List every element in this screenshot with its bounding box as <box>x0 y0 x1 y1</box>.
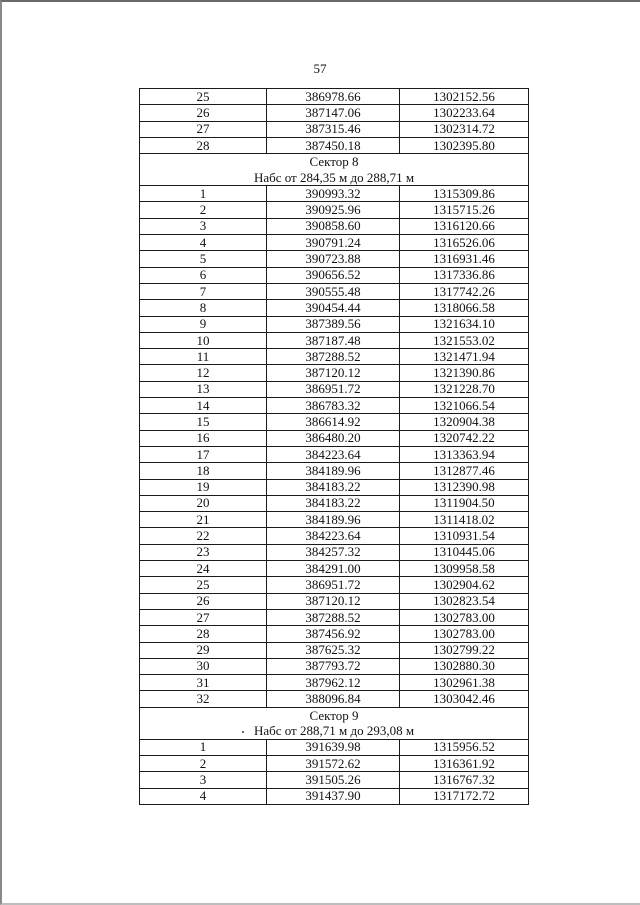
point-number-cell: 4 <box>140 788 267 804</box>
table-row <box>140 137 529 153</box>
y-coordinate-cell: 1316931.46 <box>400 251 529 267</box>
y-coordinate-cell: 1302314.72 <box>400 121 529 137</box>
sector-header-cell <box>140 707 529 739</box>
table-row <box>140 283 529 299</box>
table-row <box>140 251 529 267</box>
table-row <box>140 512 529 528</box>
point-number-cell: 20 <box>140 495 267 511</box>
y-coordinate-cell: 1302783.00 <box>400 609 529 625</box>
y-coordinate-cell: 1321066.54 <box>400 398 529 414</box>
x-coordinate-cell: 386951.72 <box>267 381 400 397</box>
table-row <box>140 788 529 804</box>
table-row <box>140 593 529 609</box>
y-coordinate-cell: 1321390.86 <box>400 365 529 381</box>
table-row <box>140 398 529 414</box>
x-coordinate-cell: 387456.92 <box>267 626 400 642</box>
table-row <box>140 691 529 707</box>
point-number-cell: 16 <box>140 430 267 446</box>
table-row <box>140 218 529 234</box>
x-coordinate-cell: 384223.64 <box>267 446 400 462</box>
point-number-cell: 27 <box>140 121 267 137</box>
x-coordinate-cell: 390723.88 <box>267 251 400 267</box>
y-coordinate-cell: 1317742.26 <box>400 283 529 299</box>
table-row <box>140 430 529 446</box>
x-coordinate-cell: 387315.46 <box>267 121 400 137</box>
y-coordinate-cell: 1302823.54 <box>400 593 529 609</box>
table-row <box>140 446 529 462</box>
y-coordinate-cell: 1312877.46 <box>400 463 529 479</box>
point-number-cell: 22 <box>140 528 267 544</box>
table-row <box>140 381 529 397</box>
table-row <box>140 577 529 593</box>
table-row <box>140 755 529 771</box>
table-row <box>140 332 529 348</box>
table-row <box>140 463 529 479</box>
x-coordinate-cell: 387962.12 <box>267 675 400 691</box>
table-row <box>140 626 529 642</box>
table-row <box>140 349 529 365</box>
point-number-cell: 15 <box>140 414 267 430</box>
y-coordinate-cell: 1302152.56 <box>400 89 529 105</box>
scan-speck <box>242 731 244 733</box>
y-coordinate-cell: 1311418.02 <box>400 512 529 528</box>
x-coordinate-cell: 390858.60 <box>267 218 400 234</box>
point-number-cell: 19 <box>140 479 267 495</box>
point-number-cell: 11 <box>140 349 267 365</box>
point-number-cell: 9 <box>140 316 267 332</box>
x-coordinate-cell: 386978.66 <box>267 89 400 105</box>
point-number-cell: 2 <box>140 755 267 771</box>
point-number-cell: 2 <box>140 202 267 218</box>
x-coordinate-cell: 391572.62 <box>267 755 400 771</box>
point-number-cell: 1 <box>140 186 267 202</box>
point-number-cell: 26 <box>140 105 267 121</box>
point-number-cell: 25 <box>140 577 267 593</box>
coordinates-table <box>139 88 529 805</box>
x-coordinate-cell: 390791.24 <box>267 235 400 251</box>
point-number-cell: 6 <box>140 267 267 283</box>
y-coordinate-cell: 1316767.32 <box>400 772 529 788</box>
y-coordinate-cell: 1302395.80 <box>400 137 529 153</box>
x-coordinate-cell: 390656.52 <box>267 267 400 283</box>
y-coordinate-cell: 1302233.64 <box>400 105 529 121</box>
table-row <box>140 544 529 560</box>
x-coordinate-cell: 387288.52 <box>267 609 400 625</box>
point-number-cell: 25 <box>140 89 267 105</box>
y-coordinate-cell: 1317336.86 <box>400 267 529 283</box>
point-number-cell: 1 <box>140 739 267 755</box>
point-number-cell: 23 <box>140 544 267 560</box>
y-coordinate-cell: 1321471.94 <box>400 349 529 365</box>
x-coordinate-cell: 387120.12 <box>267 593 400 609</box>
point-number-cell: 28 <box>140 626 267 642</box>
x-coordinate-cell: 387120.12 <box>267 365 400 381</box>
point-number-cell: 28 <box>140 137 267 153</box>
table-row <box>140 186 529 202</box>
y-coordinate-cell: 1310931.54 <box>400 528 529 544</box>
x-coordinate-cell: 390993.32 <box>267 186 400 202</box>
table-row <box>140 235 529 251</box>
table-row <box>140 365 529 381</box>
point-number-cell: 27 <box>140 609 267 625</box>
coordinates-table-body <box>140 89 529 805</box>
point-number-cell: 31 <box>140 675 267 691</box>
x-coordinate-cell: 384183.22 <box>267 479 400 495</box>
x-coordinate-cell: 386480.20 <box>267 430 400 446</box>
x-coordinate-cell: 387625.32 <box>267 642 400 658</box>
table-row <box>140 772 529 788</box>
point-number-cell: 17 <box>140 446 267 462</box>
sector-header-row <box>140 707 529 739</box>
y-coordinate-cell: 1302783.00 <box>400 626 529 642</box>
x-coordinate-cell: 386614.92 <box>267 414 400 430</box>
table-row <box>140 642 529 658</box>
x-coordinate-cell: 384189.96 <box>267 512 400 528</box>
point-number-cell: 5 <box>140 251 267 267</box>
x-coordinate-cell: 391505.26 <box>267 772 400 788</box>
table-row <box>140 739 529 755</box>
y-coordinate-cell: 1320742.22 <box>400 430 529 446</box>
sector-height-range: Набс от 284,35 м до 288,71 м <box>253 169 415 185</box>
table-row <box>140 561 529 577</box>
page-number: 57 <box>313 61 327 76</box>
y-coordinate-cell: 1303042.46 <box>400 691 529 707</box>
point-number-cell: 14 <box>140 398 267 414</box>
point-number-cell: 26 <box>140 593 267 609</box>
sector-header-row <box>140 154 529 186</box>
point-number-cell: 32 <box>140 691 267 707</box>
x-coordinate-cell: 388096.84 <box>267 691 400 707</box>
point-number-cell: 3 <box>140 772 267 788</box>
point-number-cell: 24 <box>140 561 267 577</box>
x-coordinate-cell: 390454.44 <box>267 300 400 316</box>
table-row <box>140 479 529 495</box>
x-coordinate-cell: 387450.18 <box>267 137 400 153</box>
x-coordinate-cell: 390925.96 <box>267 202 400 218</box>
sector-title: Сектор 9 <box>309 707 359 723</box>
y-coordinate-cell: 1321228.70 <box>400 381 529 397</box>
point-number-cell: 29 <box>140 642 267 658</box>
y-coordinate-cell: 1313363.94 <box>400 446 529 462</box>
table-row <box>140 658 529 674</box>
x-coordinate-cell: 387147.06 <box>267 105 400 121</box>
y-coordinate-cell: 1316120.66 <box>400 218 529 234</box>
table-row <box>140 528 529 544</box>
x-coordinate-cell: 391437.90 <box>267 788 400 804</box>
y-coordinate-cell: 1309958.58 <box>400 561 529 577</box>
table-row <box>140 316 529 332</box>
y-coordinate-cell: 1318066.58 <box>400 300 529 316</box>
x-coordinate-cell: 387793.72 <box>267 658 400 674</box>
table-row <box>140 609 529 625</box>
x-coordinate-cell: 387187.48 <box>267 332 400 348</box>
sector-height-range: Набс от 288,71 м до 293,08 м <box>253 723 415 739</box>
x-coordinate-cell: 387389.56 <box>267 316 400 332</box>
y-coordinate-cell: 1312390.98 <box>400 479 529 495</box>
table-row <box>140 202 529 218</box>
y-coordinate-cell: 1310445.06 <box>400 544 529 560</box>
point-number-cell: 4 <box>140 235 267 251</box>
point-number-cell: 12 <box>140 365 267 381</box>
y-coordinate-cell: 1320904.38 <box>400 414 529 430</box>
point-number-cell: 21 <box>140 512 267 528</box>
x-coordinate-cell: 384223.64 <box>267 528 400 544</box>
y-coordinate-cell: 1302961.38 <box>400 675 529 691</box>
x-coordinate-cell: 384291.00 <box>267 561 400 577</box>
y-coordinate-cell: 1302880.30 <box>400 658 529 674</box>
point-number-cell: 13 <box>140 381 267 397</box>
point-number-cell: 8 <box>140 300 267 316</box>
y-coordinate-cell: 1302799.22 <box>400 642 529 658</box>
table-row <box>140 267 529 283</box>
y-coordinate-cell: 1315715.26 <box>400 202 529 218</box>
table-row <box>140 105 529 121</box>
y-coordinate-cell: 1317172.72 <box>400 788 529 804</box>
table-row <box>140 121 529 137</box>
sector-title: Сектор 8 <box>309 154 359 170</box>
x-coordinate-cell: 384183.22 <box>267 495 400 511</box>
y-coordinate-cell: 1321553.02 <box>400 332 529 348</box>
x-coordinate-cell: 391639.98 <box>267 739 400 755</box>
y-coordinate-cell: 1315309.86 <box>400 186 529 202</box>
sector-header-cell <box>140 154 529 186</box>
x-coordinate-cell: 386783.32 <box>267 398 400 414</box>
point-number-cell: 3 <box>140 218 267 234</box>
point-number-cell: 18 <box>140 463 267 479</box>
y-coordinate-cell: 1316361.92 <box>400 755 529 771</box>
x-coordinate-cell: 387288.52 <box>267 349 400 365</box>
table-row <box>140 89 529 105</box>
point-number-cell: 7 <box>140 283 267 299</box>
table-row <box>140 675 529 691</box>
y-coordinate-cell: 1302904.62 <box>400 577 529 593</box>
point-number-cell: 30 <box>140 658 267 674</box>
y-coordinate-cell: 1315956.52 <box>400 739 529 755</box>
y-coordinate-cell: 1321634.10 <box>400 316 529 332</box>
x-coordinate-cell: 390555.48 <box>267 283 400 299</box>
table-row <box>140 300 529 316</box>
table-row <box>140 414 529 430</box>
table-row <box>140 495 529 511</box>
point-number-cell: 10 <box>140 332 267 348</box>
x-coordinate-cell: 386951.72 <box>267 577 400 593</box>
y-coordinate-cell: 1316526.06 <box>400 235 529 251</box>
x-coordinate-cell: 384257.32 <box>267 544 400 560</box>
x-coordinate-cell: 384189.96 <box>267 463 400 479</box>
y-coordinate-cell: 1311904.50 <box>400 495 529 511</box>
